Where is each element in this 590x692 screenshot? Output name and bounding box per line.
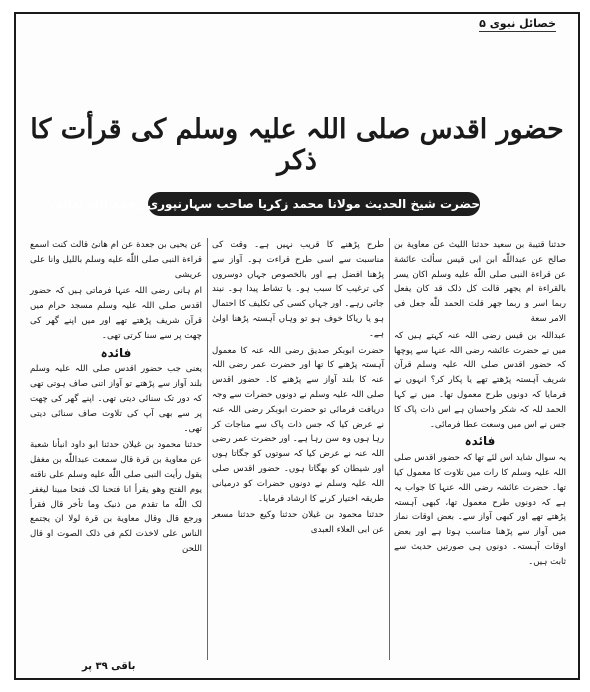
hadith-arabic-text: عن یحیی بن جعدة عن ام هانئ قالت کنت اسمع قراءة النبی صلی اللّٰه علیه وسلم باللیل وانا علی عریشی — [30, 240, 202, 280]
commentary-paragraph: یعنی جب حضور اقدس صلی اللہ علیہ وسلم بلند آواز سے پڑھتے تو آواز اتنی صاف ہوتی تھی کہ دور تک سنائی دیتی تھی۔ اپنے گھر کی چھت پر سے بھی آپ کی تلاوت صاف سنائی دیتی تھی۔ — [30, 364, 202, 434]
commentary-paragraph: یہ سوال شاید اس لئے تھا کہ حضور اقدس صلی اللہ علیہ وسلم کا رات میں تلاوت کا معمول کیا تھا۔ حضرت عائشہ رضی اللہ عنہا کا جواب یہ ہے کہ دونوں طرح معمول تھا، کبھی آہستہ پڑھتے تھے اور کبھی آواز سے۔ بعض اوقات نماز میں آواز سے پڑھنا مناسب ہوتا ہے اور بعض اوقات آہستہ۔ دونوں ہی صورتیں حدیث سے ثابت ہیں۔ — [394, 453, 566, 567]
section-heading-faida: فائدہ — [464, 434, 496, 449]
page-frame — [14, 12, 580, 680]
hadith-arabic-text: حدثنا محمود بن غیلان حدثنا وکیع حدثنا مسعر عن ابی العلاء العبدی — [212, 510, 384, 536]
column-divider — [207, 238, 208, 660]
running-head: خصائل نبوی ۵ — [479, 17, 556, 30]
page-title: حضور اقدس صلی اللہ علیہ وسلم کی قرأت کا ذکر — [30, 114, 564, 176]
urdu-translation: ام ہانی رضی اللہ عنہا فرماتی ہیں کہ حضور اقدس صلی اللہ علیہ وسلم مسجد حرام میں قرآن شریف پڑھتے تھے اور میں اپنے گھر کی چھت پر سے سنا کرتی تھی۔ — [30, 286, 202, 341]
column-left — [30, 238, 202, 670]
text-columns — [22, 238, 572, 670]
column-middle — [212, 238, 384, 670]
section-heading-faida: فائدہ — [100, 345, 132, 360]
hadith-arabic-text: حدثنا محمود بن غیلان حدثنا ابو داود انبأنا شعبة عن معاویة بن قرة قال سمعت عبداللّٰه بن مغفل یقول رأیت النبی صلی اللّٰه علیه وسلم علی ناقته یوم الفتح وهو یقرأ انا فتحنا لک فتحا مبینا لیغفر لک اللّٰه ما تقدم من ذنبک وما تأخر قال فقرأ ورجع قال وقال معاویة بن قرة لولا ان یجتمع الناس علی لاخذت لکم فی ذلک الصوت او قال اللحن — [30, 440, 202, 554]
commentary-paragraph: طرح پڑھنے کا قریب نہیں ہے۔ وقت کی مناسبت سے اسی طرح قراءت ہو۔ آواز سے پڑھنا افضل ہے اور بالخصوص جہاں دوسروں کی ترغیب کا سبب ہو۔ یا تشاط پیدا ہو۔ نیند جاتی رہے۔ اور جہاں کسی کی تکلیف کا احتمال ہو یا ریاکا خوف ہو تو وہاں آہستہ پڑھنا اولیٰ ہے۔ — [212, 240, 384, 339]
continued-note: باقی ۳۹ پر — [82, 661, 136, 672]
column-divider — [389, 238, 390, 660]
urdu-translation: عبداللہ بن قیس رضی اللہ عنہ کہتے ہیں کہ میں نے حضرت عائشہ رضی اللہ عنہا سے پوچھا کہ حضور اقدس صلی اللہ علیہ وسلم قرآن شریف آہستہ پڑھتے تھے یا پکار کر؟ انہوں نے فرمایا کہ دونوں طرح معمول تھا۔ میں نے کہا الحمد للہ کہ شکر واحسان ہے اس ذات پاک کا جس نے اس میں وسعت عطا فرمائی۔ — [394, 330, 566, 430]
hadith-arabic-text: حدثنا قتیبة بن سعید حدثنا اللیث عن معاویة بن صالح عن عبداللّٰه ابن ابی قیس سألت عائشة عن قراءة النبی صلی اللّٰه علیه وسلم اکان یسر بالقراءة ام یجهر قالت کل ذلک قد کان یفعل ربما اسر و ربما جهر قلت الحمد للّٰه جعل فی الامر سعة — [394, 240, 566, 324]
column-right — [394, 238, 566, 670]
commentary-paragraph: حضرت ابوبکر صدیق رضی اللہ عنہ کا معمول آہستہ پڑھنے کا تھا اور حضرت عمر رضی اللہ عنہ کا بلند آواز سے پڑھنے کا۔ حضور اقدس صلی اللہ علیہ وسلم نے دونوں حضرات سے وجہ دریافت فرمائی تو حضرت ابوبکر رضی اللہ عنہ نے عرض کیا کہ جس ذات پاک سے مناجات کر رہا ہوں وہ سن رہا ہے۔ اور حضرت عمر رضی اللہ عنہ نے عرض کیا کہ سوتوں کو جگاتا ہوں اور شیطان کو بھگاتا ہوں۔ حضور اقدس صلی اللہ علیہ وسلم نے دونوں حضرات کو درمیانی طریقہ اختیار کرنے کا ارشاد فرمایا۔ — [212, 345, 384, 504]
author-byline: حضرت شیخ الحدیث مولانا محمد زکریا صاحب سہارنپوری رحمۃ اللہ تعالیٰ — [148, 192, 480, 216]
